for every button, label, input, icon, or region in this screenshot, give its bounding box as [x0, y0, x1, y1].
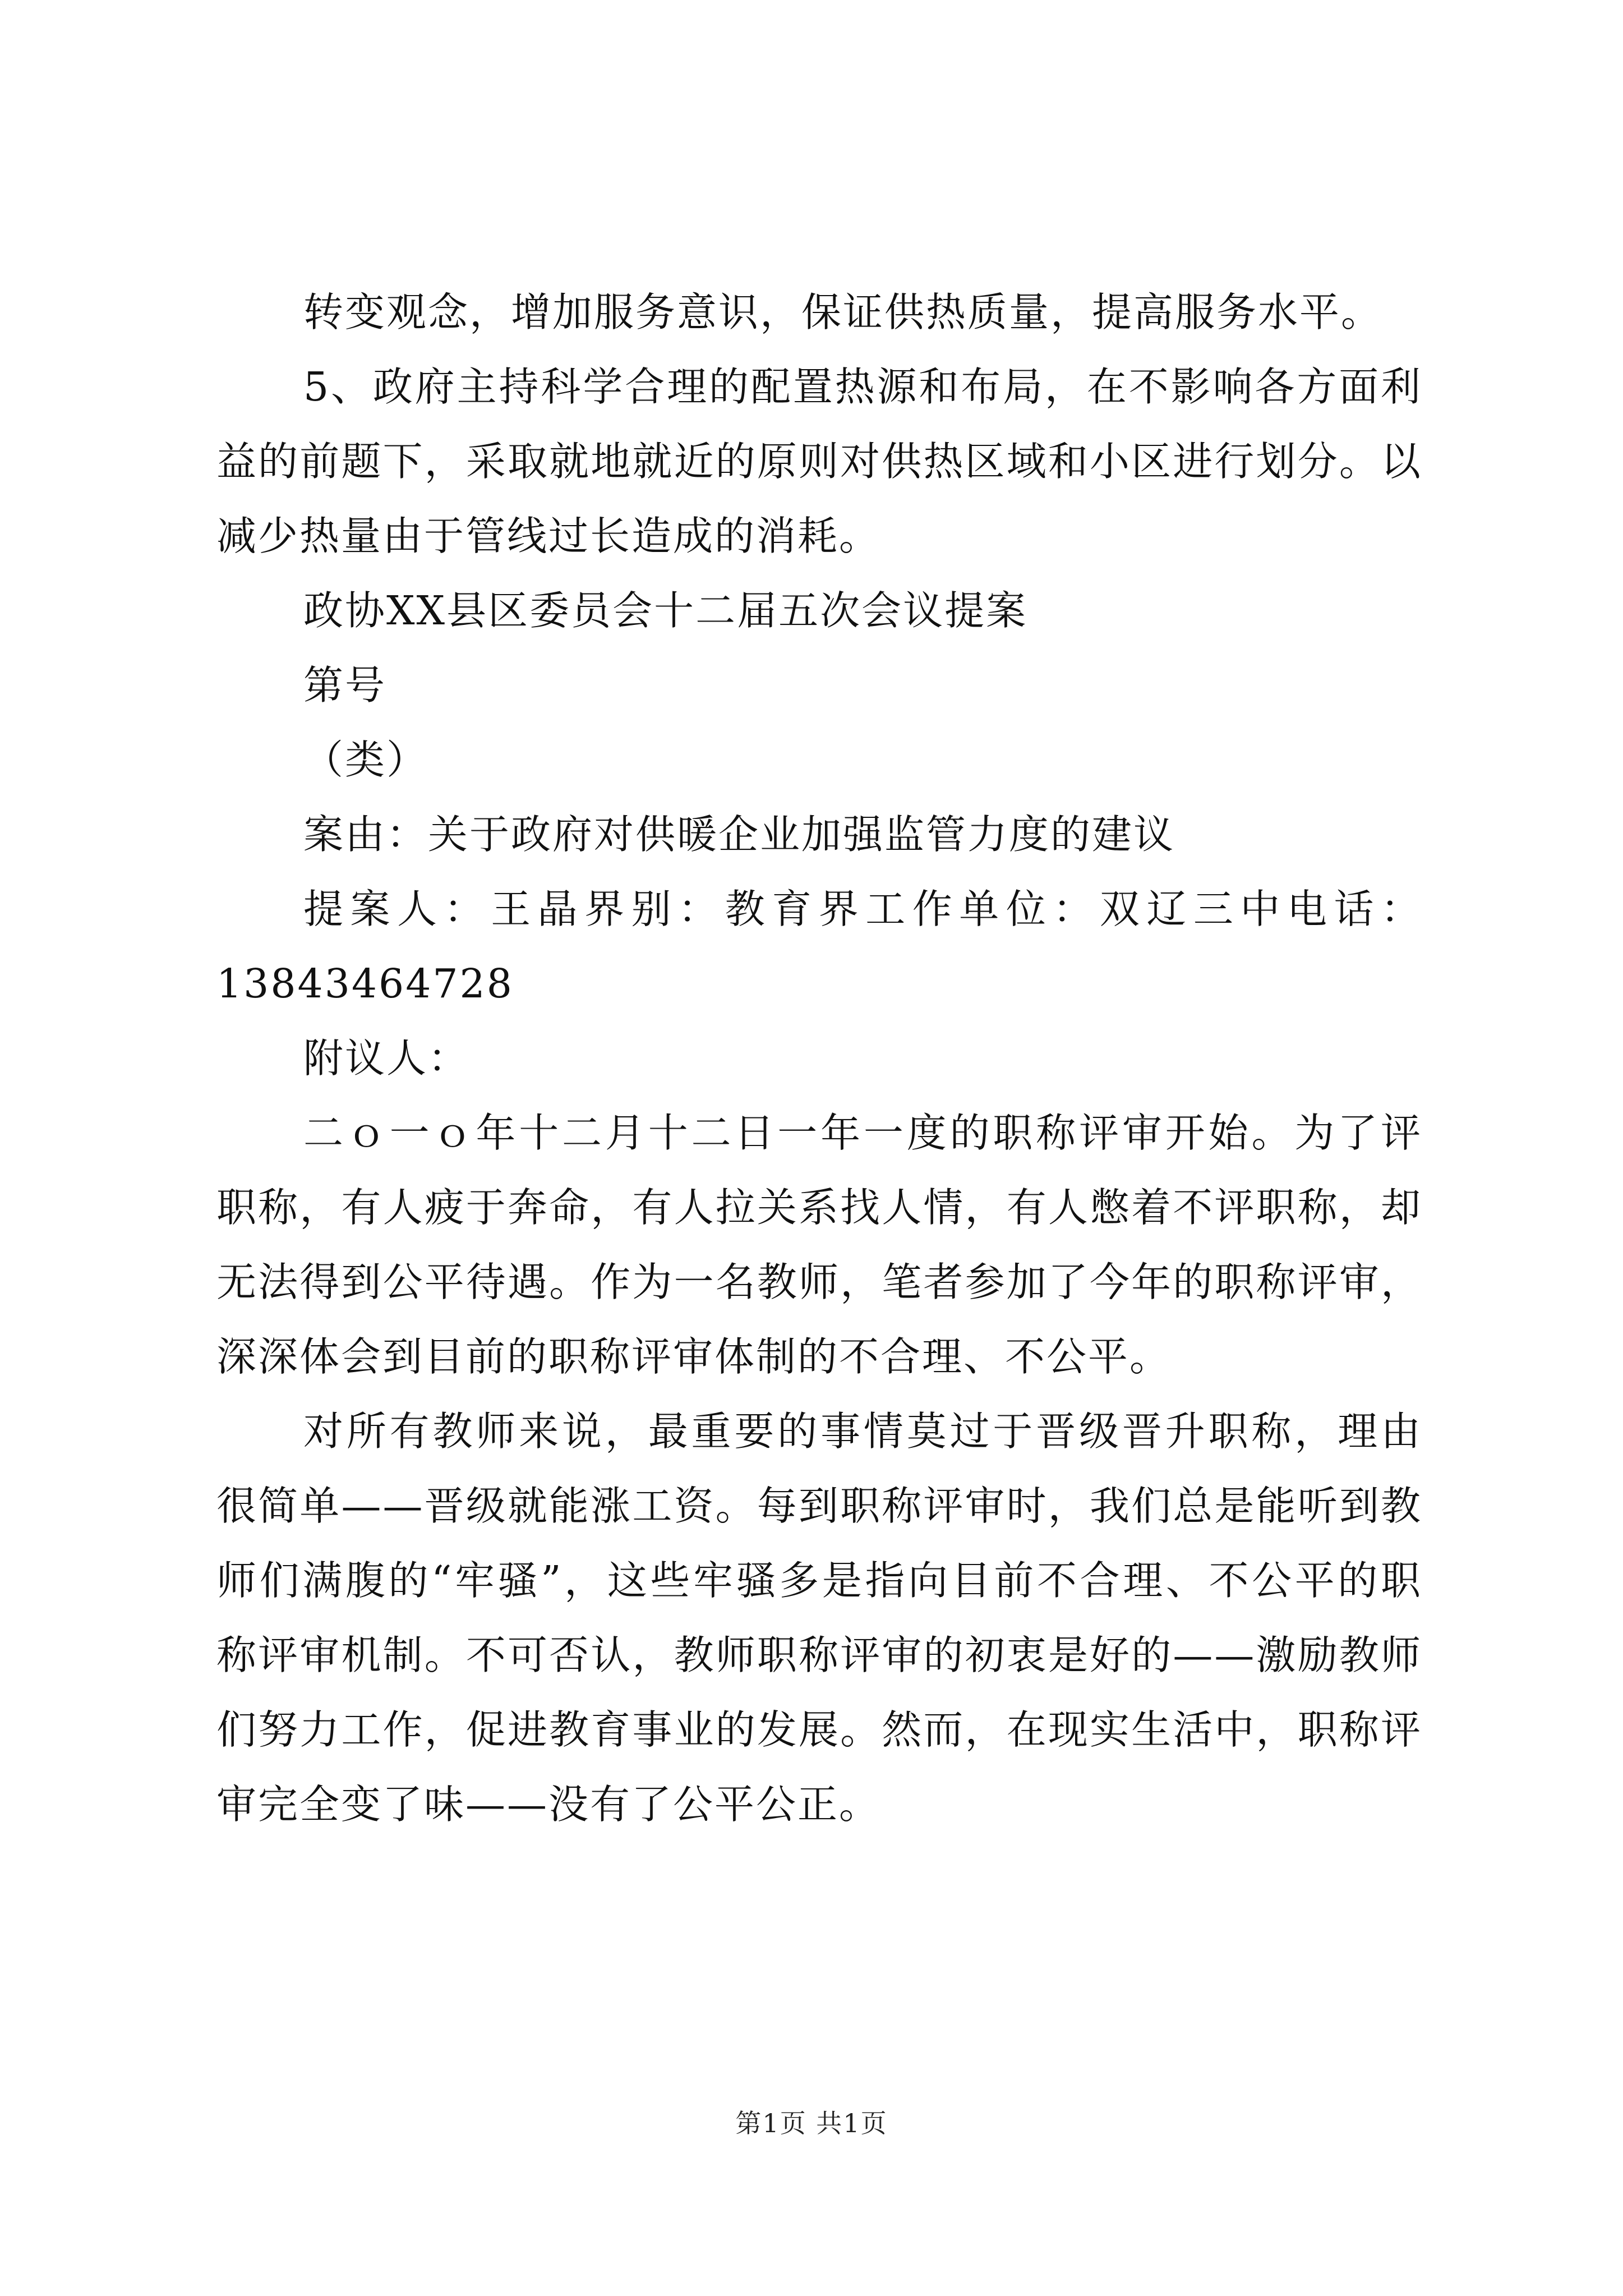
proposer-info: 提案人：王晶界别：教育界工作单位：双辽三中电话：13843464728	[216, 886, 1422, 1007]
proposal-title: 政协XX县区委员会十二届五次会议提案	[303, 587, 1028, 634]
paragraph: 5、政府主持科学合理的配置热源和布局，在不影响各方面利益的前题下，采取就地就近的原则对供热区域和小区进行划分。以减少热量由于管线过长造成的消耗。	[216, 364, 1422, 559]
paragraph: 转变观念，增加服务意识，保证供热质量，提高服务水平。	[303, 289, 1383, 335]
proposal-subject: 案由：关于政府对供暖企业加强监管力度的建议	[303, 811, 1175, 858]
cosigners-label: 附议人：	[303, 1035, 470, 1082]
proposal-number: 第号	[303, 662, 387, 708]
page-footer: 第1页 共1页	[735, 2108, 888, 2138]
paragraph: 二ｏ一ｏ年十二月十二日一年一度的职称评审开始。为了评职称，有人疲于奔命，有人拉关系找人情，有人憋着不评职称，却无法得到公平待遇。作为一名教师，笔者参加了今年的职称评审，深深体会到目前的职称评审体制的不合理、不公平。	[216, 1110, 1422, 1380]
document-body	[216, 275, 1422, 1842]
paragraph: 对所有教师来说，最重要的事情莫过于晋级晋升职称，理由很简单——晋级就能涨工资。每到职称评审时，我们总是能听到教师们满腹的“牢骚”，这些牢骚多是指向目前不合理、不公平的职称评审机制。不可否认，教师职称评审的初衷是好的——激励教师们努力工作，促进教育事业的发展。然而，在现实生活中，职称评审完全变了味——没有了公平公正。	[216, 1408, 1422, 1828]
proposal-category: （类）	[303, 737, 428, 783]
